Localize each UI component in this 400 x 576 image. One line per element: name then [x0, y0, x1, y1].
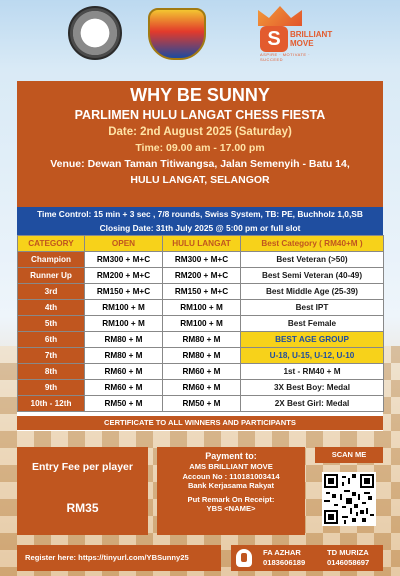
- rules-bar: [17, 207, 383, 235]
- entry-fee-box: [17, 447, 148, 535]
- payment-account: Accoun No : 110181003414: [182, 471, 280, 481]
- row-category: Champion: [18, 252, 85, 268]
- brilliant-move-mark: S: [260, 26, 288, 52]
- best-age-group-title: BEST AGE GROUP: [241, 332, 384, 348]
- payment-box: [157, 447, 305, 535]
- logo-bar: [0, 6, 400, 62]
- row-hulu-prize: RM100 + M: [163, 316, 241, 332]
- scan-me-label: SCAN ME: [315, 447, 383, 463]
- prize-table: [17, 235, 384, 412]
- row-hulu-prize: RM50 + M: [163, 396, 241, 412]
- row-hulu-prize: RM60 + M: [163, 380, 241, 396]
- row-category: 5th: [18, 316, 85, 332]
- certificate-note: CERTIFICATE TO ALL WINNERS AND PARTICIPANTS: [17, 416, 383, 430]
- best-category-item: Best Veteran (>50): [241, 252, 384, 268]
- table-row: [18, 284, 384, 300]
- closing-date: Closing Date: 31th July 2025 @ 5:00 pm or full slot: [99, 223, 301, 233]
- contact-2-phone[interactable]: 0146058697: [327, 558, 370, 567]
- best-category-item: Best Semi Veteran (40-49): [241, 268, 384, 284]
- row-category: 6th: [18, 332, 85, 348]
- prize-table-header: [18, 236, 384, 252]
- event-header: [17, 81, 383, 207]
- contact-1-name: FA AZHAR: [263, 548, 301, 557]
- header-hulu-langat: HULU LANGAT: [163, 236, 241, 252]
- brilliant-move-wordmark: BRILLIANT MOVE: [290, 30, 333, 48]
- row-category: 3rd: [18, 284, 85, 300]
- header-best-category: Best Category ( RM40+M ): [241, 236, 384, 252]
- row-hulu-prize: RM300 + M+C: [163, 252, 241, 268]
- header-open: OPEN: [85, 236, 163, 252]
- event-time: Time: 09.00 am - 17.00 pm: [135, 142, 265, 154]
- best-category-item: Best Middle Age (25-39): [241, 284, 384, 300]
- brilliant-move-logo: [238, 6, 333, 62]
- table-row: [18, 380, 384, 396]
- table-row: [18, 252, 384, 268]
- time-control: Time Control: 15 min + 3 sec , 7/8 rounds, Swiss System, TB: PE, Buchholz 1,0,SB: [37, 209, 363, 219]
- row-category: 10th - 12th: [18, 396, 85, 412]
- qr-code-icon[interactable]: [322, 472, 376, 526]
- best-category-item: 3X Best Boy: Medal: [241, 380, 384, 396]
- row-hulu-prize: RM60 + M: [163, 364, 241, 380]
- contact-2: [327, 548, 369, 568]
- row-open-prize: RM60 + M: [85, 364, 163, 380]
- main-card: [17, 81, 383, 431]
- row-hulu-prize: RM100 + M: [163, 300, 241, 316]
- header-category: CATEGORY: [18, 236, 85, 252]
- row-hulu-prize: RM80 + M: [163, 348, 241, 364]
- row-category: Runner Up: [18, 268, 85, 284]
- row-open-prize: RM100 + M: [85, 316, 163, 332]
- row-category: 7th: [18, 348, 85, 364]
- contact-box: [231, 545, 383, 571]
- row-open-prize: RM60 + M: [85, 380, 163, 396]
- payment-remark-value: YBS <NAME>: [206, 504, 256, 513]
- entry-fee-amount: RM35: [66, 501, 99, 515]
- payment-remark-label: Put Remark On Receipt:: [187, 494, 275, 504]
- event-title: WHY BE SUNNY: [130, 85, 270, 105]
- payment-bank: Bank Kerjasama Rakyat: [187, 481, 275, 490]
- event-name: PARLIMEN HULU LANGAT CHESS FIESTA: [74, 108, 326, 122]
- row-open-prize: RM300 + M+C: [85, 252, 163, 268]
- contact-1-phone[interactable]: 0183606189: [263, 558, 306, 567]
- row-category: 8th: [18, 364, 85, 380]
- contact-2-name: TD MURIZA: [327, 548, 369, 557]
- row-hulu-prize: RM80 + M: [163, 332, 241, 348]
- table-row: [18, 316, 384, 332]
- table-row: [18, 364, 384, 380]
- row-open-prize: RM80 + M: [85, 348, 163, 364]
- table-row: [18, 396, 384, 412]
- table-row: [18, 332, 384, 348]
- row-open-prize: RM80 + M: [85, 332, 163, 348]
- table-row: [18, 348, 384, 364]
- entry-fee-label: Entry Fee per player: [32, 461, 133, 473]
- row-category: 9th: [18, 380, 85, 396]
- best-age-groups: U-18, U-15, U-12, U-10: [241, 348, 384, 364]
- best-category-item: 2X Best Girl: Medal: [241, 396, 384, 412]
- sports-council-logo: [68, 6, 122, 60]
- row-category: 4th: [18, 300, 85, 316]
- contact-1: [263, 548, 305, 568]
- event-date: Date: 2nd August 2025 (Saturday): [108, 126, 292, 138]
- row-open-prize: RM150 + M+C: [85, 284, 163, 300]
- row-open-prize: RM50 + M: [85, 396, 163, 412]
- crown-icon: [258, 6, 302, 26]
- event-venue: Venue: Dewan Taman Titiwangsa, Jalan Semenyih - Batu 14,: [50, 158, 350, 170]
- table-row: [18, 268, 384, 284]
- payment-name: AMS BRILLIANT MOVE: [189, 462, 273, 471]
- register-link[interactable]: Register here: https://tinyurl.com/YBSunny25: [17, 545, 221, 571]
- best-category-item: Best Female: [241, 316, 384, 332]
- payment-title: Payment to:: [205, 451, 257, 461]
- row-hulu-prize: RM150 + M+C: [163, 284, 241, 300]
- table-row: [18, 300, 384, 316]
- best-category-item: 1st - RM40 + M: [241, 364, 384, 380]
- row-hulu-prize: RM200 + M+C: [163, 268, 241, 284]
- event-venue-line2: HULU LANGAT, SELANGOR: [130, 174, 270, 186]
- brilliant-move-tagline: ASPIRE · MOTIVATE · SUCCEED: [260, 52, 311, 62]
- row-open-prize: RM200 + M+C: [85, 268, 163, 284]
- state-crest-logo: [148, 8, 206, 60]
- phone-icon: [236, 549, 252, 567]
- best-category-item: Best IPT: [241, 300, 384, 316]
- row-open-prize: RM100 + M: [85, 300, 163, 316]
